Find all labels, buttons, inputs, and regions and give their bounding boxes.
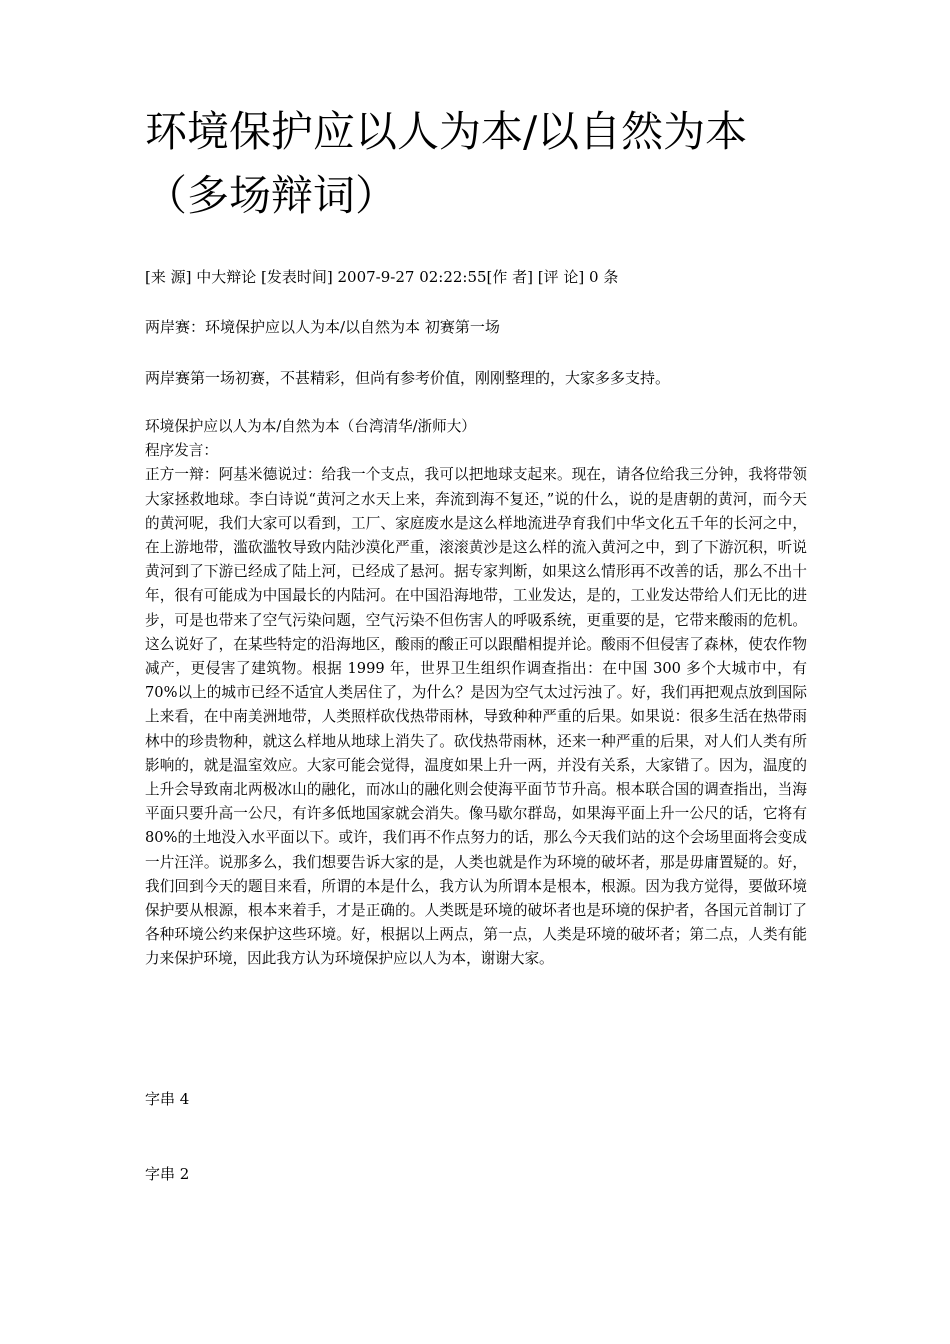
article-body xyxy=(145,415,807,972)
speech-paragraph: 正方一辩：阿基米德说过：给我一个支点，我可以把地球支起来。现在，请各位给我三分钟，我将带领大家拯救地球。李白诗说“黄河之水天上来，奔流到海不复还，”说的什么，说的是唐朝的黄河，而今天的黄河呢，我们大家可以看到，工厂、家庭废水是这么样地流进孕育我们中华文化五千年的长河之中，在上游地带，滥砍滥牧导致内陆沙漠化严重，滚滚黄沙是这么样的流入黄河之中，到了下游沉积，听说黄河到了下游已经成了陆上河，已经成了悬河。据专家判断，如果这么情形再不改善的话，那么不出十年，很有可能成为中国最长的内陆河。在中国沿海地带，工业发达，是的，工业发达带给人们无比的进步，可是也带来了空气污染问题，空气污染不但伤害人的呼吸系统，更重要的是，它带来酸雨的危机。这么说好了，在某些特定的沿海地区，酸雨的酸正可以跟醋相提并论。酸雨不但侵害了森林，使农作物减产，更侵害了建筑物。根据 1999 年，世界卫生组织作调查指出：在中国 300 多个大城市中，有 70%以上的城市已经不适宜人类居住了，为什么？是因为空气太过污浊了。好，我们再把观点放到国际上来看，在中南美洲地带，人类照样砍伐热带雨林，导致种种严重的后果。如果说：很多生活在热带雨林中的珍贵物种，就这么样地从地球上消失了。砍伐热带雨林，还来一种严重的后果，对人们人类有所影响的，就是温室效应。大家可能会觉得，温度如果上升一两，并没有关系，大家错了。因为，温度的上升会导致南北两极冰山的融化，而冰山的融化则会使海平面节节升高。根本联合国的调查指出，当海平面只要升高一公尺，有许多低地国家就会消失。像马歇尔群岛，如果海平面上升一公尺的话，它将有 80%的土地没入水平面以下。或许，我们再不作点努力的话，那么今天我们站的这个会场里面将会变成一片汪洋。说那多么，我们想要告诉大家的是，人类也就是作为环境的破坏者，那是毋庸置疑的。好，我们回到今天的题目来看，所谓的本是什么，我方认为所谓本是根本，根源。因为我方觉得，要做环境保护要从根源，根本来着手，才是正确的。人类既是环境的破坏者也是环境的保护者，各国元首制订了各种环境公约来保护这些环境。好，根据以上两点，第一点，人类是环境的破坏者；第二点，人类有能力来保护环境，因此我方认为环境保护应以人为本，谢谢大家。 xyxy=(145,466,807,968)
footer-tag-2: 字串 2 xyxy=(145,1165,190,1183)
section-title: 环境保护应以人为本/自然为本（台湾清华/浙师大） xyxy=(145,418,476,435)
article-intro: 两岸赛第一场初赛，不甚精彩，但尚有参考价值，刚刚整理的，大家多多支持。 xyxy=(145,369,671,387)
program-label: 程序发言： xyxy=(145,442,218,460)
article-subhead: 两岸赛：环境保护应以人为本/以自然为本 初赛第一场 xyxy=(145,318,500,336)
article-meta: [来 源] 中大辩论 [发表时间] 2007-9-27 02:22:55[作 者] [评 论] 0 条 xyxy=(145,268,619,286)
article-title: 环境保护应以人为本/以自然为本（多场辩词） xyxy=(145,107,748,220)
footer-tag-1: 字串 4 xyxy=(145,1090,190,1108)
